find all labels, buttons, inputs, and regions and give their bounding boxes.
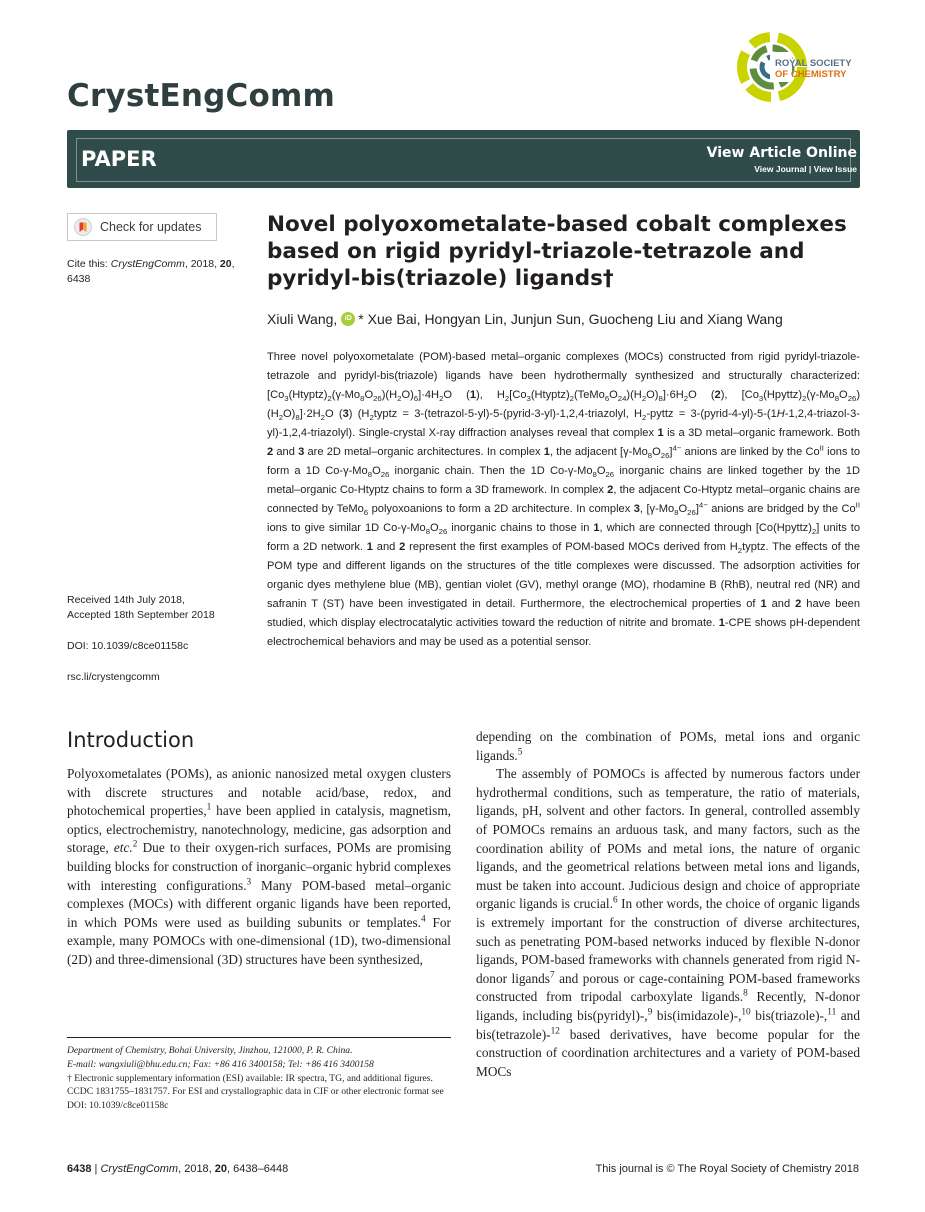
other-authors: * Xue Bai, Hongyan Lin, Junjun Sun, Guocheng Liu and Xiang Wang xyxy=(358,311,783,327)
cite-pages: 6438 xyxy=(67,273,91,285)
intro-paragraph: Polyoxometalates (POMs), as anionic nanosized metal oxygen clusters with discrete structures and notable acid/base, redox, and photochemical properties,$^1$ have been applied in catalysis, magnetism, optics, electrochemistry, nanotechnology, medicine, gas adsorption and storage, etc.$^2$ Due to their oxygen-rich surfaces, POMs are promising building blocks for construction of inorganic–organic hybrid complexes with interesting configurations.$^3$ Many POM-based metal–organic complexes (MOCs) with different organic ligands have been reported, in which POMs were used as building subunits or templates.$^4$ For example, many POMOCs with one-dimensional (1D), two-dimensional (2D) and three-dimensional (3D) structures have been synthesized, xyxy=(67,766,451,967)
article-title: Novel polyoxometalate-based cobalt complexes based on rigid pyridyl-triazole-tetrazole and pyridyl-bis(triazole) ligands† xyxy=(267,212,847,291)
article-type-label: PAPER xyxy=(81,147,157,171)
view-article-online-link[interactable]: View Article Online xyxy=(706,145,857,161)
intro-column-right xyxy=(476,728,860,1081)
citation-block: Cite this: CrystEngComm, 2018, 20, 6438 xyxy=(67,258,235,285)
journal-url-link[interactable]: rsc.li/crystengcomm xyxy=(67,671,160,683)
check-updates-label: Check for updates xyxy=(100,220,202,234)
view-links xyxy=(754,164,857,174)
page-footer-citation xyxy=(67,1163,288,1175)
received-date: Received 14th July 2018, xyxy=(67,594,185,606)
cite-volume: 20 xyxy=(219,258,232,270)
contact-info: E-mail: wangxiuli@bhu.edu.cn; Fax: +86 416 3400158; Tel: +86 416 3400158 xyxy=(67,1058,374,1070)
doi-text: DOI: 10.1039/c8ce01158c xyxy=(67,640,189,652)
view-issue-link[interactable]: View Issue xyxy=(813,164,857,174)
bookmark-icon xyxy=(74,218,92,236)
footnote-divider xyxy=(67,1037,451,1038)
publisher-line-2: OF CHEMISTRY xyxy=(775,69,847,80)
footer-volume: 20 xyxy=(214,1163,228,1175)
link-separator: | xyxy=(806,164,814,174)
check-for-updates-button[interactable] xyxy=(67,213,217,241)
accepted-date: Accepted 18th September 2018 xyxy=(67,609,215,621)
copyright-notice: This journal is © The Royal Society of Chemistry 2018 xyxy=(595,1163,859,1175)
footer-journal: CrystEngComm xyxy=(100,1163,179,1175)
view-journal-link[interactable]: View Journal xyxy=(754,164,807,174)
intro-column-left xyxy=(67,765,451,970)
cite-year: , 2018, xyxy=(184,258,220,270)
first-author: Xiuli Wang, xyxy=(267,311,338,327)
footer-year: , 2018, xyxy=(178,1163,215,1175)
footer-separator: | xyxy=(91,1163,101,1175)
author-list xyxy=(267,311,783,327)
abstract: Three novel polyoxometalate (POM)-based metal–organic complexes (MOCs) constructed from rigid pyridyl-triazole-tetrazole and pyridyl-bis(triazole) ligands have been hydrothermally synthesized and structurally characterized: $[Co_3(Htyptz)_2(\gamma-Mo_8O_{26})(H_2O)_6]\cdot 4H_2O$ (1), $H_2[Co_3(Htyptz)_2(TeMo_6O_{24})(H_2O)_8]\cdot 6H_2O$ (2), $[Co_3(Hpyttz)_2(\gamma-Mo_8O_{26})(H_2O)_8]\cdot 2H_2O$ (3) ($H_2typtz$ = 3-(tetrazol-5-yl)-5-(pyrid-3-yl)-1,2,4-triazolyl, $H_2$-pyttz = 3-(pyrid-4-yl)-5-(1H-1,2,4-triazol-3-yl)-1,2,4-triazolyl). Single-crystal X-ray diffraction analyses reveal that complex 1 is a 3D metal–organic framework. Both 2 and 3 are 2D metal–organic architectures. In complex 1, the adjacent $[\gamma-Mo_8O_{26}]^{4-}$ anions are linked by the $Co^{II}$ ions to form a 1D $Co-\gamma-Mo_8O_{26}$ inorganic chain. Then the 1D $Co-\gamma-Mo_8O_{26}$ inorganic chains are linked together by the 1D metal–organic Co-Htyptz chains to form a 3D framework. In complex 2, the adjacent Co-Htyptz metal–organic chains are connected by TeMo$_6$ polyoxoanions to form a 2D architecture. In complex 3, $[\gamma-Mo_8O_{26}]^{4-}$ anions are bridged by the $Co^{II}$ ions to give similar 1D $Co-\gamma-Mo_8O_{26}$ inorganic chains to those in 1, which are connected through $[Co(Hpyttz)_2]$ units to form a 2D network. 1 and 2 represent the first examples of POM-based MOCs derived from $H_2typtz$. The effects of the POM type and different ligands on the structures of the title complexes were discussed. The adsorption activities for organic dyes methylene blue (MB), gentian violet (GV), methyl orange (MO), rhodamine B (RhB), neutral red (NR) and safranin T (ST) have been investigated in detail. Furthermore, the electrochemical properties of 1 and 2 have been studied, which display electrocatalytic activities toward the reduction of nitrite and bromate. 1-CPE shows pH-dependent electrochemical behaviors and may be used as a potential sensor. xyxy=(267,351,861,648)
page-number: 6438 xyxy=(67,1163,92,1175)
intro-paragraph: The assembly of POMOCs is affected by numerous factors under hydrothermal conditions, such as temperature, the ratio of materials, ligands, pH, solvent and other factors. In general, controlled assembly of POMOCs remains an arduous task, and many factors, such as the coordination ability of POMs and metal ions, the nature of organic ligands, and the geometrical relations between metal ions and ligands, must be taken into account. Judicious design and choice of appropriate organic ligands is crucial.$^6$ In other words, the choice of organic ligands is extremely important for the construction of diverse architectures, such as penetrating POM-based networks induced by flexible N-donor ligands, POM-based frameworks with channels generated from rigid N-donor ligands$^7$ and porous or cage-containing POM-based frameworks constructed from tripodal carboxylate ligands.$^8$ Recently, N-donor ligands, including bis(pyridyl)-,$^9$ bis(imidazole)-,$^{10}$ bis(triazole)-,$^{11}$ and bis(tetrazole)-$^{12}$ based derivatives, have become popular for the construction of coordination architectures and a variety of POM-based MOCs xyxy=(476,766,861,1079)
intro-paragraph-continued: depending on the combination of POMs, metal ions and organic ligands.$^5$ xyxy=(476,729,860,763)
orcid-icon[interactable]: iD xyxy=(341,312,355,326)
affiliation: Department of Chemistry, Bohai University, Jinzhou, 121000, P. R. China. xyxy=(67,1045,353,1056)
publisher-line-1: ROYAL SOCIETY xyxy=(775,58,852,69)
esi-note: † Electronic supplementary information (ESI) available: IR spectra, TG, and additional figures. CCDC 1831755–1831757. For ESI and crystallographic data in CIF or other electronic format see DOI: 10.1039/c8ce01158c xyxy=(67,1072,444,1112)
publisher-logo-text xyxy=(775,58,852,80)
footnotes xyxy=(67,1044,451,1113)
cite-journal: CrystEngComm xyxy=(110,258,185,270)
introduction-heading: Introduction xyxy=(67,728,195,752)
footer-pages: , 6438–6448 xyxy=(227,1163,289,1175)
cite-prefix: Cite this: xyxy=(67,258,111,270)
journal-name: CrystEngComm xyxy=(67,78,336,114)
